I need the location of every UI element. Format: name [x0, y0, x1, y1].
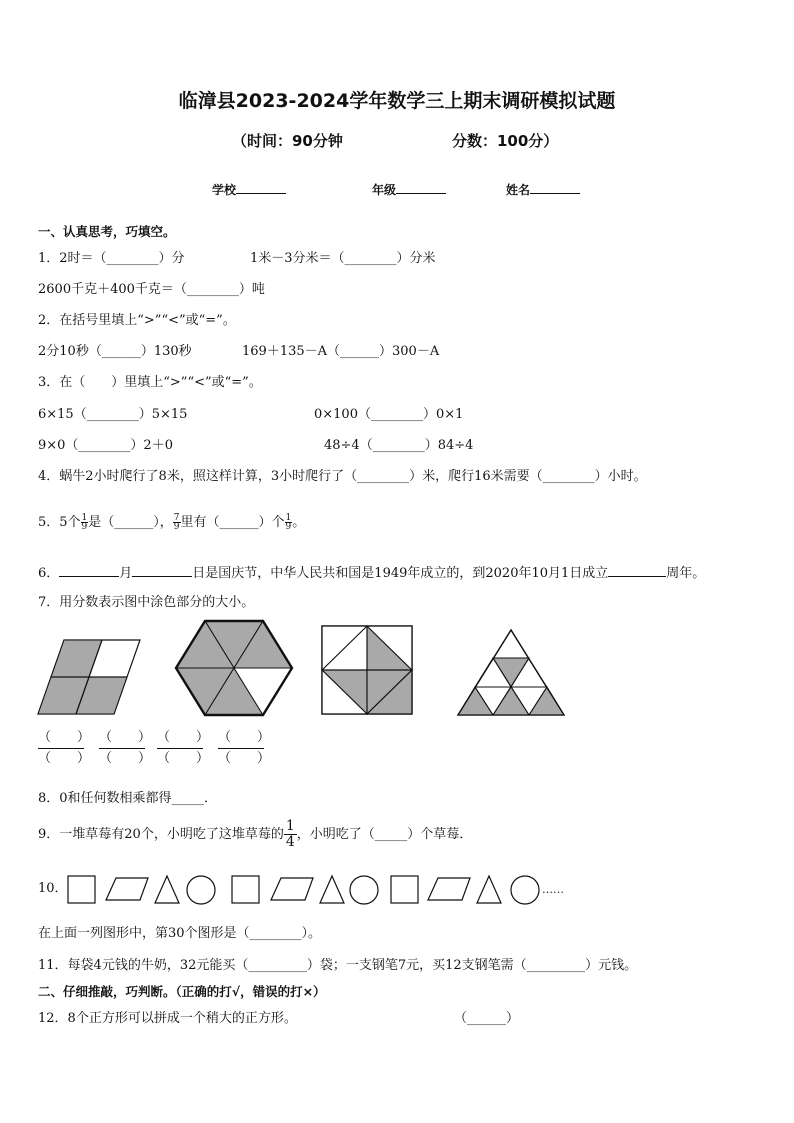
q9-text-1: 9．一堆草莓有20个，小明吃了这堆草莓的 — [38, 827, 284, 842]
hexagon-figure — [172, 618, 296, 718]
name-label: 姓名 — [506, 183, 531, 197]
q2-part-a: 2分10秒（______）130秒 — [38, 344, 192, 359]
square-shape — [391, 876, 418, 903]
q5-text-3: 里有（______）个 — [180, 515, 285, 530]
triangle-shape — [155, 876, 179, 903]
q6-blank-month[interactable] — [59, 564, 119, 577]
q3-part-a: 6×15（________）5×15 — [38, 407, 188, 422]
q8: 8．0和任何数相乘都得_____． — [38, 791, 218, 806]
fraction-seven-ninths: $\frac{7}{9}$ — [173, 513, 180, 532]
name-field[interactable] — [506, 181, 580, 198]
q5 — [38, 512, 305, 534]
exam-time: （时间：90分钟 — [232, 132, 343, 150]
q6-text: 日是国庆节，中华人民共和国是1949年成立的，到2020年10月1日成立 — [192, 566, 609, 581]
q12: 12．8个正方形可以拼成一个稍大的正方形。 — [38, 1011, 297, 1026]
section-1-heading: 一、认真思考，巧填空。 — [38, 224, 176, 239]
triangle-shape — [320, 876, 344, 903]
q3-part-b: 0×100（________）0×1 — [314, 407, 464, 422]
q6-month: 月 — [119, 566, 133, 581]
q1-part-a: 1．2时＝（________）分 — [38, 251, 185, 266]
answer-fraction-3[interactable]: （ ） （ ） — [157, 730, 210, 766]
answer-fraction-1[interactable]: （ ） （ ） — [38, 730, 91, 766]
answer-fraction-2[interactable]: （ ） （ ） — [99, 730, 152, 766]
q1-part-b: 1米－3分米＝（________）分米 — [250, 251, 436, 266]
q5-text-4: 。 — [292, 515, 306, 530]
section-2-heading: 二、仔细推敲，巧判断。（正确的打√，错误的打×） — [38, 984, 326, 999]
q9-text-2: ，小明吃了（_____）个草莓． — [296, 827, 473, 842]
q3-part-d: 48÷4（________）84÷4 — [324, 438, 474, 453]
school-field[interactable] — [212, 181, 286, 198]
page-title: 临漳县2023-2024学年数学三上期末调研模拟试题 — [178, 90, 616, 112]
q5-text-1: 5．5个 — [38, 515, 81, 530]
q10-ellipsis: …… — [542, 883, 564, 896]
square-figure — [320, 624, 416, 718]
parallelogram-shape — [271, 878, 313, 900]
fraction-one-ninth: $\frac{1}{9}$ — [81, 513, 88, 532]
triangle-figure — [456, 628, 566, 718]
grade-field[interactable] — [372, 181, 446, 198]
q2-part-b: 169＋135－A（______）300－A — [242, 344, 440, 359]
q3-prompt: 3．在（ ）里填上“>”“<”或“=”。 — [38, 375, 262, 390]
exam-score: 分数：100分） — [452, 132, 559, 150]
shape-sequence — [66, 872, 586, 908]
q12-answer-paren[interactable]: （______） — [454, 1011, 520, 1026]
q9 — [38, 818, 472, 852]
q6-blank-years[interactable] — [608, 564, 666, 577]
parallelogram-shape — [106, 878, 148, 900]
circle-shape — [187, 876, 215, 904]
parallelogram-figure — [36, 636, 142, 718]
q10-question: 在上面一列图形中，第30个图形是（________）。 — [38, 926, 322, 941]
circle-shape — [511, 876, 539, 904]
q2-prompt: 2．在括号里填上“>”“<”或“=”。 — [38, 313, 236, 328]
square-shape — [232, 876, 259, 903]
circle-shape — [350, 876, 378, 904]
q4: 4．蜗牛2小时爬行了8米，照这样计算，3小时爬行了（________）米，爬行16米需要（________）小时。 — [38, 469, 647, 484]
answer-fraction-4[interactable]: （ ） （ ） — [218, 730, 271, 766]
q1-part-c: 2600千克＋400千克＝（________）吨 — [38, 282, 265, 297]
fraction-one-quarter: $\frac{1}{4}$ — [285, 818, 295, 850]
grade-label: 年级 — [372, 183, 397, 197]
square-shape — [68, 876, 95, 903]
school-label: 学校 — [212, 183, 237, 197]
q6-number: 6． — [38, 566, 60, 581]
q3-part-c: 9×0（________）2＋0 — [38, 438, 173, 453]
q11: 11．每袋4元钱的牛奶，32元能买（_________）袋；一支钢笔7元，买12支钢笔需（_________）元钱。 — [38, 958, 638, 973]
q6-blank-day[interactable] — [132, 564, 192, 577]
q7-prompt: 7．用分数表示图中涂色部分的大小。 — [38, 595, 255, 610]
q6-end: 周年。 — [666, 566, 706, 581]
q6 — [38, 564, 705, 582]
fraction-one-ninth-b: $\frac{1}{9}$ — [285, 513, 292, 532]
q10-number: 10． — [38, 881, 68, 896]
q5-text-2: 是（______）， — [88, 515, 173, 530]
triangle-shape — [477, 876, 501, 903]
parallelogram-shape — [428, 878, 470, 900]
